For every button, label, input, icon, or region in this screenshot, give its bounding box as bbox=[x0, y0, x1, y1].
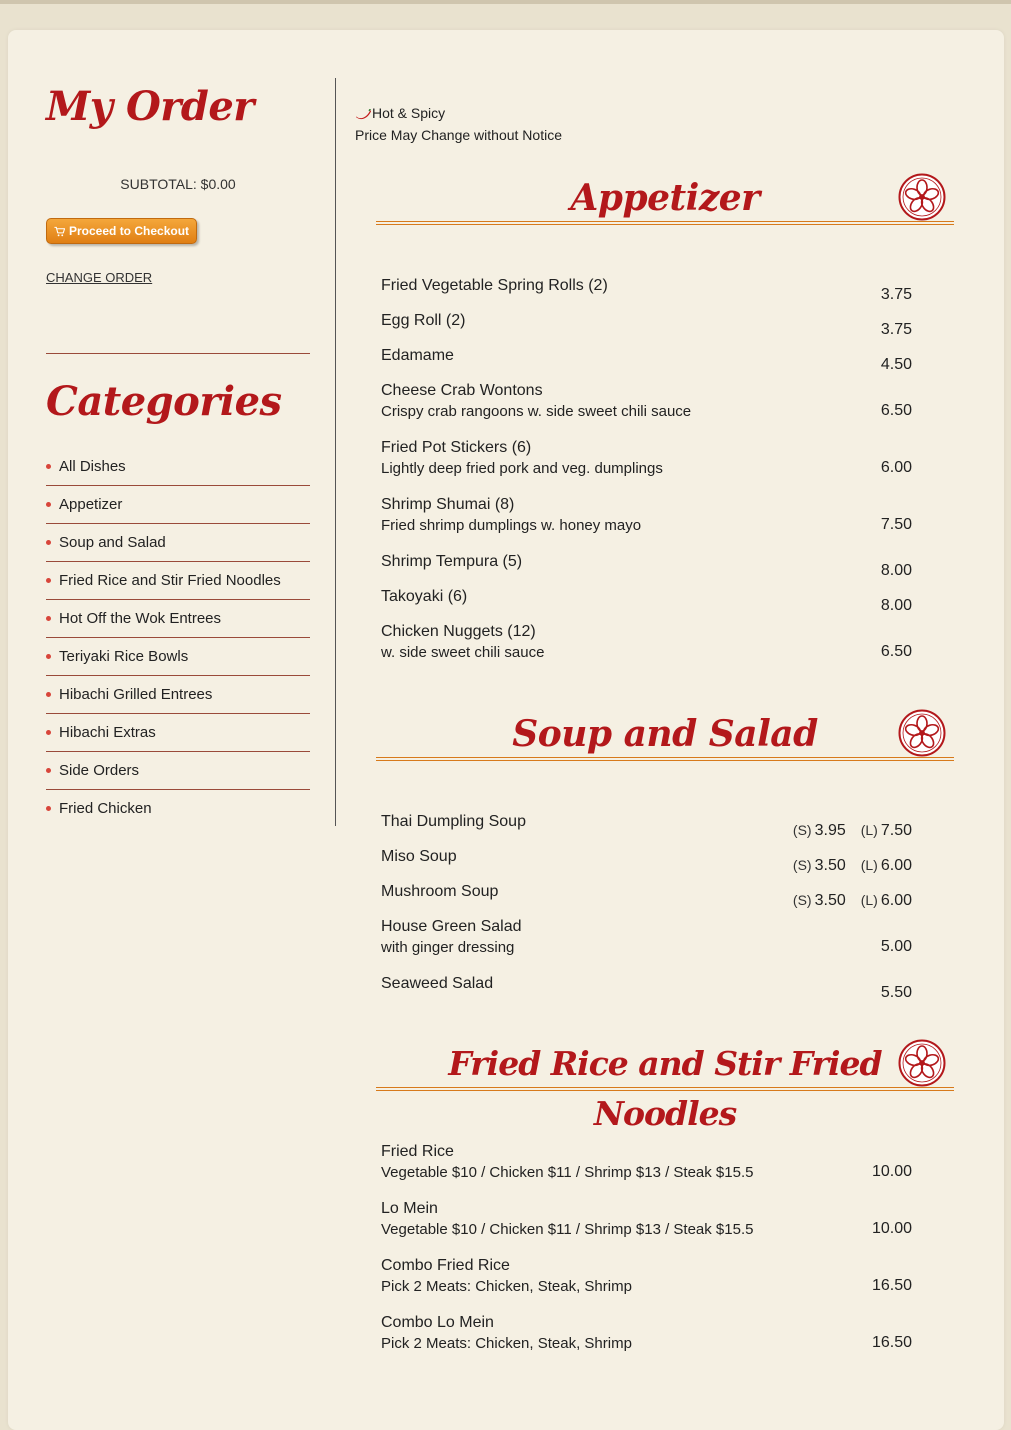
header-rule bbox=[376, 1087, 954, 1088]
item-name: Fried Pot Stickers (6) bbox=[381, 439, 532, 456]
category-hibachi-extras[interactable]: Hibachi Extras bbox=[46, 714, 310, 752]
legend bbox=[355, 102, 562, 146]
category-fried-chicken[interactable]: Fried Chicken bbox=[46, 790, 310, 827]
menu-item[interactable] bbox=[381, 347, 912, 382]
header-rule bbox=[376, 757, 954, 758]
item-name: Edamame bbox=[381, 347, 454, 364]
item-description: Crispy crab rangoons w. side sweet chili sauce bbox=[381, 403, 692, 420]
category-fried-rice[interactable]: Fried Rice and Stir Fried Noodles bbox=[46, 562, 310, 600]
my-order-title: My Order bbox=[46, 83, 254, 130]
item-price: 10.00 bbox=[871, 1162, 912, 1180]
category-all-dishes[interactable]: All Dishes bbox=[46, 448, 310, 486]
item-name: Fried Vegetable Spring Rolls (2) bbox=[381, 277, 608, 294]
item-description: w. side sweet chili sauce bbox=[381, 644, 545, 661]
item-name: Thai Dumpling Soup bbox=[381, 813, 526, 830]
item-name: Fried Rice bbox=[381, 1143, 454, 1160]
small-price: 3.50 bbox=[814, 891, 846, 909]
item-price: 3.75 bbox=[880, 285, 912, 303]
item-price: 8.00 bbox=[880, 596, 912, 614]
menu-item[interactable] bbox=[381, 1200, 912, 1257]
category-teriyaki-bowls[interactable]: Teriyaki Rice Bowls bbox=[46, 638, 310, 676]
price-notice: Price May Change without Notice bbox=[355, 127, 562, 143]
item-name: Combo Fried Rice bbox=[381, 1257, 510, 1274]
size-small-tag: (S) bbox=[792, 821, 812, 838]
section-title-fried-rice: Fried Rice and Stir Fried Noodles bbox=[448, 1044, 882, 1133]
change-order-link[interactable]: CHANGE ORDER bbox=[46, 270, 153, 285]
menu-item[interactable] bbox=[381, 553, 912, 588]
item-description: Fried shrimp dumplings w. honey mayo bbox=[381, 517, 642, 534]
flower-emblem-icon bbox=[898, 709, 946, 757]
item-description: Vegetable $10 / Chicken $11 / Shrimp $13 / Steak $15.5 bbox=[381, 1164, 754, 1181]
item-description: Pick 2 Meats: Chicken, Steak, Shrimp bbox=[381, 1278, 632, 1295]
item-sizes bbox=[793, 857, 912, 875]
item-name: Egg Roll (2) bbox=[381, 312, 466, 329]
category-wok-entrees[interactable]: Hot Off the Wok Entrees bbox=[46, 600, 310, 638]
large-price: 7.50 bbox=[880, 821, 912, 839]
menu-item[interactable] bbox=[381, 918, 912, 975]
section-title-appetizer: Appetizer bbox=[570, 177, 760, 219]
item-name: Seaweed Salad bbox=[381, 975, 494, 992]
menu-item[interactable] bbox=[381, 439, 912, 496]
header-rule bbox=[376, 224, 954, 225]
item-description: Vegetable $10 / Chicken $11 / Shrimp $13 / Steak $15.5 bbox=[381, 1221, 754, 1238]
order-panel bbox=[46, 78, 310, 285]
header-rule bbox=[376, 221, 954, 222]
menu-item[interactable] bbox=[381, 277, 912, 312]
items-soup-salad bbox=[381, 813, 912, 1010]
sidebar-divider bbox=[46, 353, 310, 354]
menu-item[interactable] bbox=[381, 848, 912, 883]
item-price: 3.75 bbox=[880, 320, 912, 338]
item-sizes bbox=[793, 822, 912, 840]
category-hibachi-entrees[interactable]: Hibachi Grilled Entrees bbox=[46, 676, 310, 714]
top-strip bbox=[0, 0, 1011, 4]
item-price: 6.50 bbox=[880, 642, 912, 660]
menu-item[interactable] bbox=[381, 1143, 912, 1200]
item-description: Lightly deep fried pork and veg. dumplings bbox=[381, 460, 663, 477]
section-header-appetizer bbox=[376, 173, 954, 233]
hot-spicy-label: Hot & Spicy bbox=[372, 105, 446, 121]
section-title-soup-salad: Soup and Salad bbox=[512, 713, 818, 755]
size-large-tag: (L) bbox=[860, 821, 878, 838]
checkout-label: Proceed to Checkout bbox=[69, 224, 190, 238]
chili-pepper-icon bbox=[355, 109, 372, 120]
small-price: 3.50 bbox=[814, 856, 846, 874]
header-rule bbox=[376, 760, 954, 761]
column-divider bbox=[335, 78, 336, 826]
items-fried-rice bbox=[381, 1143, 912, 1371]
item-name: Mushroom Soup bbox=[381, 883, 499, 900]
category-appetizer[interactable]: Appetizer bbox=[46, 486, 310, 524]
item-name: Lo Mein bbox=[381, 1200, 438, 1217]
menu-item[interactable] bbox=[381, 496, 912, 553]
menu-item[interactable] bbox=[381, 813, 912, 848]
item-name: House Green Salad bbox=[381, 918, 522, 935]
item-name: Takoyaki (6) bbox=[381, 588, 468, 605]
item-price: 4.50 bbox=[880, 355, 912, 373]
item-name: Combo Lo Mein bbox=[381, 1314, 494, 1331]
menu-item[interactable] bbox=[381, 883, 912, 918]
cart-icon bbox=[54, 226, 65, 237]
item-name: Chicken Nuggets (12) bbox=[381, 623, 536, 640]
large-price: 6.00 bbox=[880, 891, 912, 909]
category-soup-salad[interactable]: Soup and Salad bbox=[46, 524, 310, 562]
section-header-soup-salad bbox=[376, 709, 954, 769]
item-description: Pick 2 Meats: Chicken, Steak, Shrimp bbox=[381, 1335, 632, 1352]
subtotal-label: SUBTOTAL: $0.00 bbox=[120, 176, 236, 192]
item-price: 7.50 bbox=[880, 515, 912, 533]
size-large-tag: (L) bbox=[860, 891, 878, 908]
item-price: 5.50 bbox=[880, 983, 912, 1001]
menu-item[interactable] bbox=[381, 588, 912, 623]
item-name: Shrimp Tempura (5) bbox=[381, 553, 523, 570]
item-name: Shrimp Shumai (8) bbox=[381, 496, 515, 513]
item-name: Miso Soup bbox=[381, 848, 457, 865]
item-price: 16.50 bbox=[871, 1333, 912, 1351]
checkout-button[interactable] bbox=[46, 218, 197, 244]
menu-item[interactable] bbox=[381, 382, 912, 439]
small-price: 3.95 bbox=[814, 821, 846, 839]
size-small-tag: (S) bbox=[792, 891, 812, 908]
category-side-orders[interactable]: Side Orders bbox=[46, 752, 310, 790]
section-header-fried-rice bbox=[376, 1039, 954, 1133]
item-price: 6.00 bbox=[880, 458, 912, 476]
size-large-tag: (L) bbox=[860, 856, 878, 873]
size-small-tag: (S) bbox=[792, 856, 812, 873]
item-price: 8.00 bbox=[880, 561, 912, 579]
item-name: Cheese Crab Wontons bbox=[381, 382, 543, 399]
item-description: with ginger dressing bbox=[381, 939, 515, 956]
item-price: 10.00 bbox=[871, 1219, 912, 1237]
category-list bbox=[46, 448, 310, 827]
item-price: 6.50 bbox=[880, 401, 912, 419]
menu-item[interactable] bbox=[381, 1257, 912, 1314]
menu-item[interactable] bbox=[381, 623, 912, 680]
item-price: 16.50 bbox=[871, 1276, 912, 1294]
menu-item[interactable] bbox=[381, 1314, 912, 1371]
items-appetizer bbox=[381, 277, 912, 680]
menu-item[interactable] bbox=[381, 975, 912, 1010]
categories-title: Categories bbox=[46, 378, 282, 425]
flower-emblem-icon bbox=[898, 173, 946, 221]
menu-item[interactable] bbox=[381, 312, 912, 347]
item-price: 5.00 bbox=[880, 937, 912, 955]
header-rule bbox=[376, 1090, 954, 1091]
item-sizes bbox=[793, 892, 912, 910]
large-price: 6.00 bbox=[880, 856, 912, 874]
